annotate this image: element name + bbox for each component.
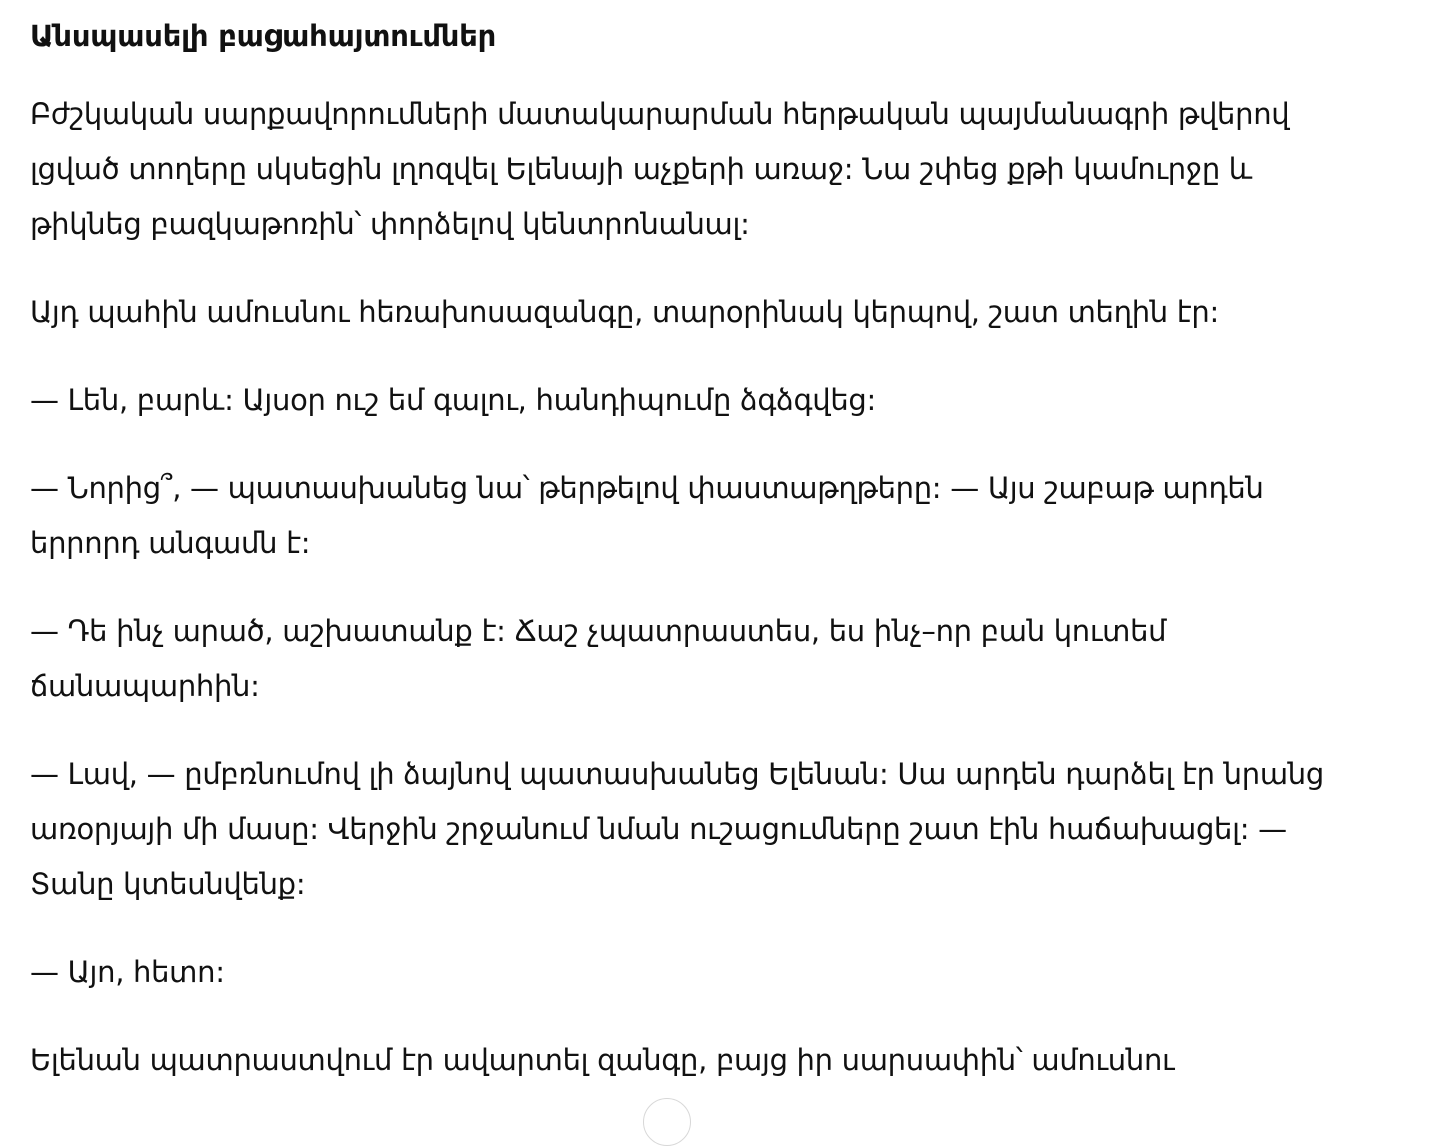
paragraph: — Նորից՞, — պատասխանեց նա՝ թերթելով փաստաթղթերը: — Այս շաբաթ արդեն երրորդ անգամն է: (30, 471, 1264, 560)
paragraph: Այդ պահին ամուսնու հեռախոսազանգը, տարօրինակ կերպով, շատ տեղին էր: (30, 295, 1219, 329)
paragraph: — Լավ, — ըմբռնումով լի ձայնով պատասխանեց Ելենան: Սա արդեն դարձել էր նրանց առօրյայի մի մասը: Վերջին շրջանում նման ուշացումները շատ էին հաճախացել: — Տանը կտեսնվենք: (30, 757, 1324, 901)
paragraph: Բժշկական սարքավորումների մատակարարման հերթական պայմանագրի թվերով լցված տողերը սկսեցին լղոզվել Ելենայի աչքերի առաջ: Նա շփեց քթի կամուրջը և թիկնեց բազկաթոռին՝ փորձելով կենտրոնանալ: (30, 97, 1290, 241)
document-body (30, 0, 1360, 1088)
paragraph: — Դե ինչ արած, աշխատանք է: Ճաշ չպատրաստես, ես ինչ–որ բան կուտեմ ճանապարհին: (30, 614, 1167, 703)
document-title: Անսպասելի բացահայտումներ (30, 19, 497, 53)
scroll-down-button[interactable] (643, 1098, 691, 1146)
paragraph: — Լեն, բարև: Այսօր ուշ եմ գալու, հանդիպումը ձգձգվեց: (30, 383, 876, 417)
paragraph: — Այո, հետո: (30, 955, 225, 989)
paragraph: Ելենան պատրաստվում էր ավարտել զանգը, բայց իր սարսափին՝ ամուսնու (30, 1043, 1175, 1077)
